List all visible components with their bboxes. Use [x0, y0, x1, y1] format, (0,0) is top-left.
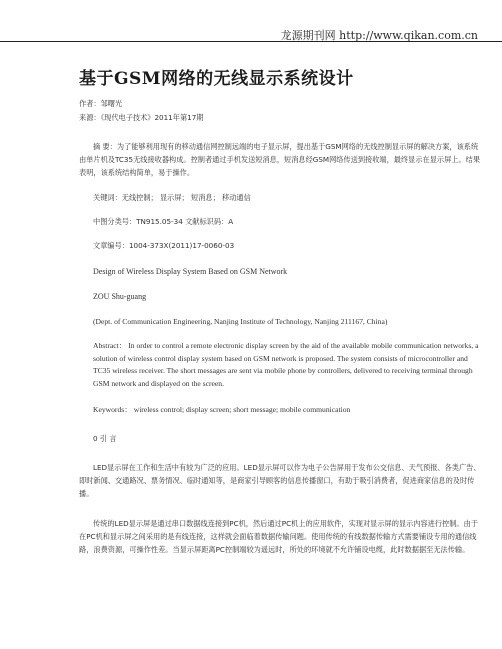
chinese-keywords: 关键词：无线控制； 显示屏； 短消息； 移动通信 [93, 193, 251, 202]
english-affiliation: (Dept. of Communication Engineering, Nanjing Institute of Technology, Nanjing 211167, China) [93, 317, 388, 326]
english-keywords: Keywords： wireless control; display screen; short message; mobile communication [93, 405, 351, 414]
journal-site-header: 龙源期刊网 http://www.qikan.com.cn [280, 29, 478, 42]
article-body [79, 52, 483, 556]
chinese-abstract: 摘 要：为了能够利用现有的移动通信网控制远端的电子显示屏，提出基于GSM网络的无线控制显示屏的解决方案，该系统由单片机及TC35无线接收器构成。控制者通过手机发送短消息，短消息经GSM网络传送到接收端，最终显示在显示屏上。结果表明，该系统结构简单，易于操作。 [79, 142, 481, 177]
article-number: 文章编号：1004-373X(2011)17-0060-03 [93, 241, 235, 250]
section-heading-intro: 0 引 言 [93, 433, 117, 443]
article-title: 基于GSM网络的无线显示系统设计 [79, 69, 354, 89]
intro-paragraph-1: LED显示屏在工作和生活中有较为广泛的应用。LED显示屏可以作为电子公告屏用于发布公交信息、天气预报、各类广告、即时新闻、交通路况、票务情况、临时通知等，是商家引导顾客的信息传播窗口，有助于吸引消费者，促进商家信息的及时传播。 [79, 462, 481, 498]
classification-number: 中图分类号：TN915.05-34 文献标识码：A [93, 217, 234, 226]
intro-paragraph-2: 传统的LED显示屏是通过串口数据线连接到PC机，然后通过PC机上的应用软件，实现对显示屏的显示内容进行控制。由于在PC机和显示屏之间采用的是有线连接，这样就会面临着数据传输问题。使用传统的有线数据传输方式需要铺设专用的通信线路，浪费资源，可操作性差。当显示屏距离PC控制端较为遥远时，所处的环境就不允许铺设电缆，此时数据据至无法传输。 [79, 518, 478, 554]
header-rule [0, 41, 502, 42]
article-source: 来源：《现代电子技术》2011年第17期 [79, 113, 204, 122]
article-author: 作者：邹曙光 [79, 99, 123, 108]
english-abstract: Abstract： In order to control a remote electronic display screen by the aid of the available mobile communication networks, a solution of wireless control display system based on GSM network is proposed. The system consists of microcontroller and TC35 wireless receiver. The short messages are sent via mobile phone by controllers, delivered to receiving terminal through GSM network and displayed on the screen. [93, 341, 479, 388]
english-title: Design of Wireless Display System Based on GSM Network [93, 267, 288, 276]
english-author: ZOU Shu-guang [93, 292, 147, 301]
